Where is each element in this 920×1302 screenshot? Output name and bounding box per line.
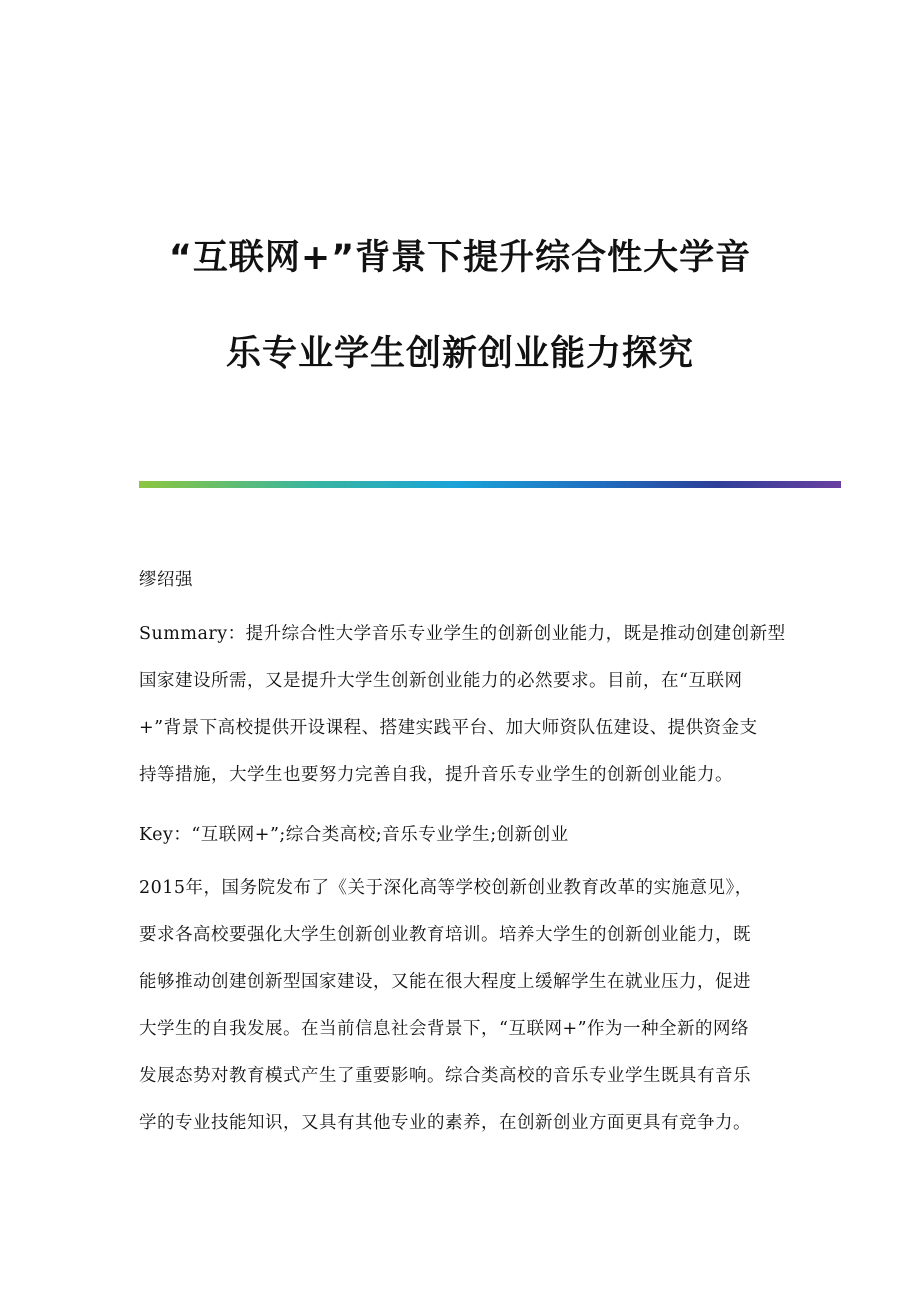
title-line-1: “互联网+”背景下提升综合性大学音	[168, 238, 752, 278]
keywords-line: Key：“互联网+”;综合类高校;音乐专业学生;创新创业	[139, 825, 569, 845]
intro-line: 学的专业技能知识，又具有其他专业的素养，在创新创业方面更具有竞争力。	[139, 1113, 751, 1133]
title-line-2: 乐专业学生创新创业能力探究	[225, 334, 694, 374]
summary-paragraph	[139, 611, 789, 799]
gradient-divider	[139, 481, 841, 488]
summary-line: 持等措施，大学生也要努力完善自我，提升音乐专业学生的创新创业能力。	[139, 765, 733, 785]
summary-line: 国家建设所需，又是提升大学生创新创业能力的必然要求。目前，在“互联网	[139, 671, 743, 691]
summary-line: +”背景下高校提供开设课程、搭建实践平台、加大师资队伍建设、提供资金支	[139, 718, 758, 738]
intro-line: 发展态势对教育模式产生了重要影响。综合类高校的音乐专业学生既具有音乐	[139, 1066, 751, 1086]
intro-line: 要求各高校要强化大学生创新创业教育培训。培养大学生的创新创业能力，既	[139, 925, 751, 945]
intro-paragraph	[139, 865, 789, 1147]
summary-line: Summary：提升综合性大学音乐专业学生的创新创业能力，既是推动创建创新型	[139, 624, 786, 644]
intro-line: 能够推动创建创新型国家建设，又能在很大程度上缓解学生在就业压力，促进	[139, 972, 751, 992]
intro-line: 大学生的自我发展。在当前信息社会背景下，“互联网+”作为一种全新的网络	[139, 1019, 750, 1039]
document-title	[100, 210, 820, 402]
intro-line: 2015年，国务院发布了《关于深化高等学校创新创业教育改革的实施意见》，	[139, 878, 753, 898]
author-name: 缪绍强	[139, 570, 193, 590]
